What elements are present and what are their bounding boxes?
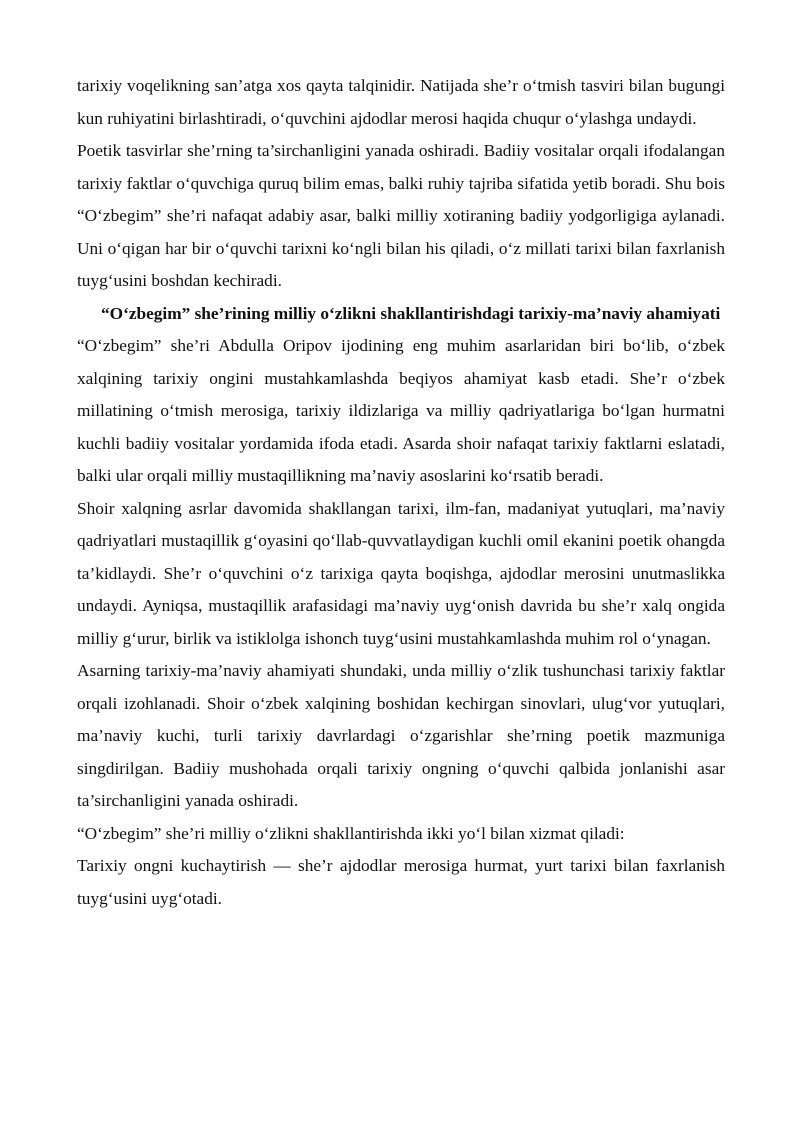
paragraph-two-ways: “O‘zbegim” she’ri milliy o‘zlikni shakllantirishda ikki yo‘l bilan xizmat qiladi: — [77, 823, 625, 843]
paragraph-poetic-imagery: Poetik tasvirlar she’rning ta’sirchanligini yanada oshiradi. Badiiy vositalar orqali ifodalangan tarixiy faktlar o‘quvchiga quruq bilim emas, balki ruhiy tajriba sifatida yetib boradi. Shu bois “O‘zbegim” she’ri nafaqat adabiy asar, balki milliy xotiraning badiiy yodgorligiga aylanadi. Uni o‘qigan har bir o‘quvchi tarixni ko‘ngli bilan his qiladi, o‘z millati tarixi bilan faxrlanish tuyg‘usini boshdan kechiradi. — [77, 141, 725, 290]
paragraph-continuation: tarixiy voqelikning san’atga xos qayta talqinidir. Natijada she’r o‘tmish tasviri bilan bugungi kun ruhiyatini birlashtiradi, o‘quvchini ajdodlar merosi haqida chuqur o‘ylashga undaydi. — [77, 76, 725, 128]
section-heading: “O‘zbegim” she’rining milliy o‘zlikni shakllantirishdagi tarixiy-ma’naviy ahamiyati — [101, 303, 721, 323]
paragraph-history: Shoir xalqning asrlar davomida shakllangan tarixi, ilm-fan, madaniyat yutuqlari, ma’naviy qadriyatlari mustaqillik g‘oyasini qo‘llab-quvvatlaydigan kuchli omil ekanini poetik ohangda ta’kidlaydi. She’r o‘quvchini o‘z tarixiga qayta boqishga, ajdodlar merosini unutmaslikka undaydi. Ayniqsa, mustaqillik arafasidagi ma’naviy uyg‘onish davrida bu she’r xalq ongida milliy g‘urur, birlik va istiklolga ishonch tuyg‘usini mustahkamlashda muhim rol o‘ynagan. — [77, 498, 725, 648]
paragraph-historical-consciousness: Tarixiy ongni kuchaytirish — she’r ajdodlar merosiga hurmat, yurt tarixi bilan faxrlanish tuyg‘usini uyg‘otadi. — [77, 856, 725, 908]
paragraph-significance: “O‘zbegim” she’ri Abdulla Oripov ijodining eng muhim asarlaridan biri bo‘lib, o‘zbek xalqining tarixiy ongini mustahkamlashda beqiyos ahamiyat kasb etadi. She’r o‘zbek millatining o‘tmish merosiga, tarixiy ildizlariga va milliy qadriyatlariga bo‘lgan hurmatni kuchli badiiy vositalar yordamida ifoda etadi. Asarda shoir nafaqat tarixiy faktlarni eslatadi, balki ular orqali milliy mustaqillikning ma’naviy asoslarini ko‘rsatib beradi. — [77, 336, 725, 485]
document-page — [77, 70, 725, 915]
paragraph-national-identity: Asarning tarixiy-ma’naviy ahamiyati shundaki, unda milliy o‘zlik tushunchasi tarixiy faktlar orqali izohlanadi. Shoir o‘zbek xalqining boshidan kechirgan sinovlari, ulug‘vor yutuqlari, ma’naviy kuchi, turli tarixiy davrlardagi o‘zgarishlar she’rning poetik mazmuniga singdirilgan. Badiiy mushohada orqali tarixiy ongning o‘quvchi qalbida jonlanishi asar ta’sirchanligini yanada oshiradi. — [77, 661, 725, 810]
